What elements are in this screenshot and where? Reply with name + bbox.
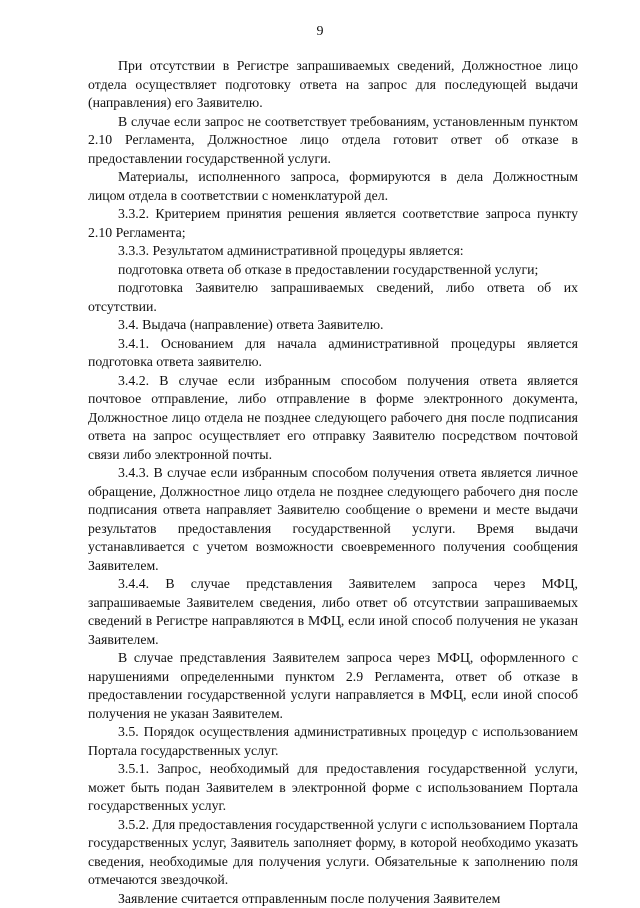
- paragraph: 3.5.1. Запрос, необходимый для предоставления государственной услуги, может быть подан Заявителем в электронной форме с использованием Портала государственных услуг.: [88, 760, 578, 816]
- document-body: [88, 57, 578, 908]
- paragraph: В случае представления Заявителем запроса через МФЦ, оформленного с нарушениями определенными пунктом 2.9 Регламента, ответ об отказе в предоставлении государственной услуги направляется в МФЦ, если иной способ получения не указан Заявителем.: [88, 649, 578, 723]
- paragraph: При отсутствии в Регистре запрашиваемых сведений, Должностное лицо отдела осуществляет подготовку ответа на запрос для последующей выдачи (направления) его Заявителю.: [88, 57, 578, 113]
- paragraph: 3.5. Порядок осуществления административных процедур с использованием Портала государственных услуг.: [88, 723, 578, 760]
- paragraph: 3.4.3. В случае если избранным способом получения ответа является личное обращение, Должностное лицо отдела не позднее следующего рабочего дня после подписания ответа направляет Заявителю сообщение о времени и месте выдачи результатов предоставления государственной услуги. Время выдачи устанавливается с учетом возможности своевременного получения сообщения Заявителем.: [88, 464, 578, 575]
- paragraph: 3.4.2. В случае если избранным способом получения ответа является почтовое отправление, либо отправление в форме электронного документа, Должностное лицо отдела не позднее следующего рабочего дня после подписания ответа на запрос осуществляет его отправку Заявителю посредством почтовой связи либо электронной почты.: [88, 372, 578, 465]
- paragraph: 3.4.4. В случае представления Заявителем запроса через МФЦ, запрашиваемые Заявителем сведения, либо ответ об отсутствии запрашиваемых сведений в Регистре направляются в МФЦ, если иной способ получения не указан Заявителем.: [88, 575, 578, 649]
- paragraph: Материалы, исполненного запроса, формируются в дела Должностным лицом отдела в соответствии с номенклатурой дел.: [88, 168, 578, 205]
- paragraph: В случае если запрос не соответствует требованиям, установленным пунктом 2.10 Регламента, Должностное лицо отдела готовит ответ об отказе в предоставлении государственной услуги.: [88, 113, 578, 169]
- paragraph: подготовка ответа об отказе в предоставлении государственной услуги;: [88, 261, 578, 280]
- paragraph: Заявление считается отправленным после получения Заявителем: [88, 890, 578, 908]
- paragraph: подготовка Заявителю запрашиваемых сведений, либо ответа об их отсутствии.: [88, 279, 578, 316]
- paragraph: 3.3.3. Результатом административной процедуры является:: [88, 242, 578, 261]
- paragraph: 3.4.1. Основанием для начала административной процедуры является подготовка ответа заявителю.: [88, 335, 578, 372]
- paragraph: 3.4. Выдача (направление) ответа Заявителю.: [88, 316, 578, 335]
- paragraph: 3.3.2. Критерием принятия решения является соответствие запроса пункту 2.10 Регламента;: [88, 205, 578, 242]
- paragraph: 3.5.2. Для предоставления государственной услуги с использованием Портала государственных услуг, Заявитель заполняет форму, в которой необходимо указать сведения, необходимые для получения услуги. Обязательные к заполнению поля отмечаются звездочкой.: [88, 816, 578, 890]
- page-number: 9: [0, 24, 640, 40]
